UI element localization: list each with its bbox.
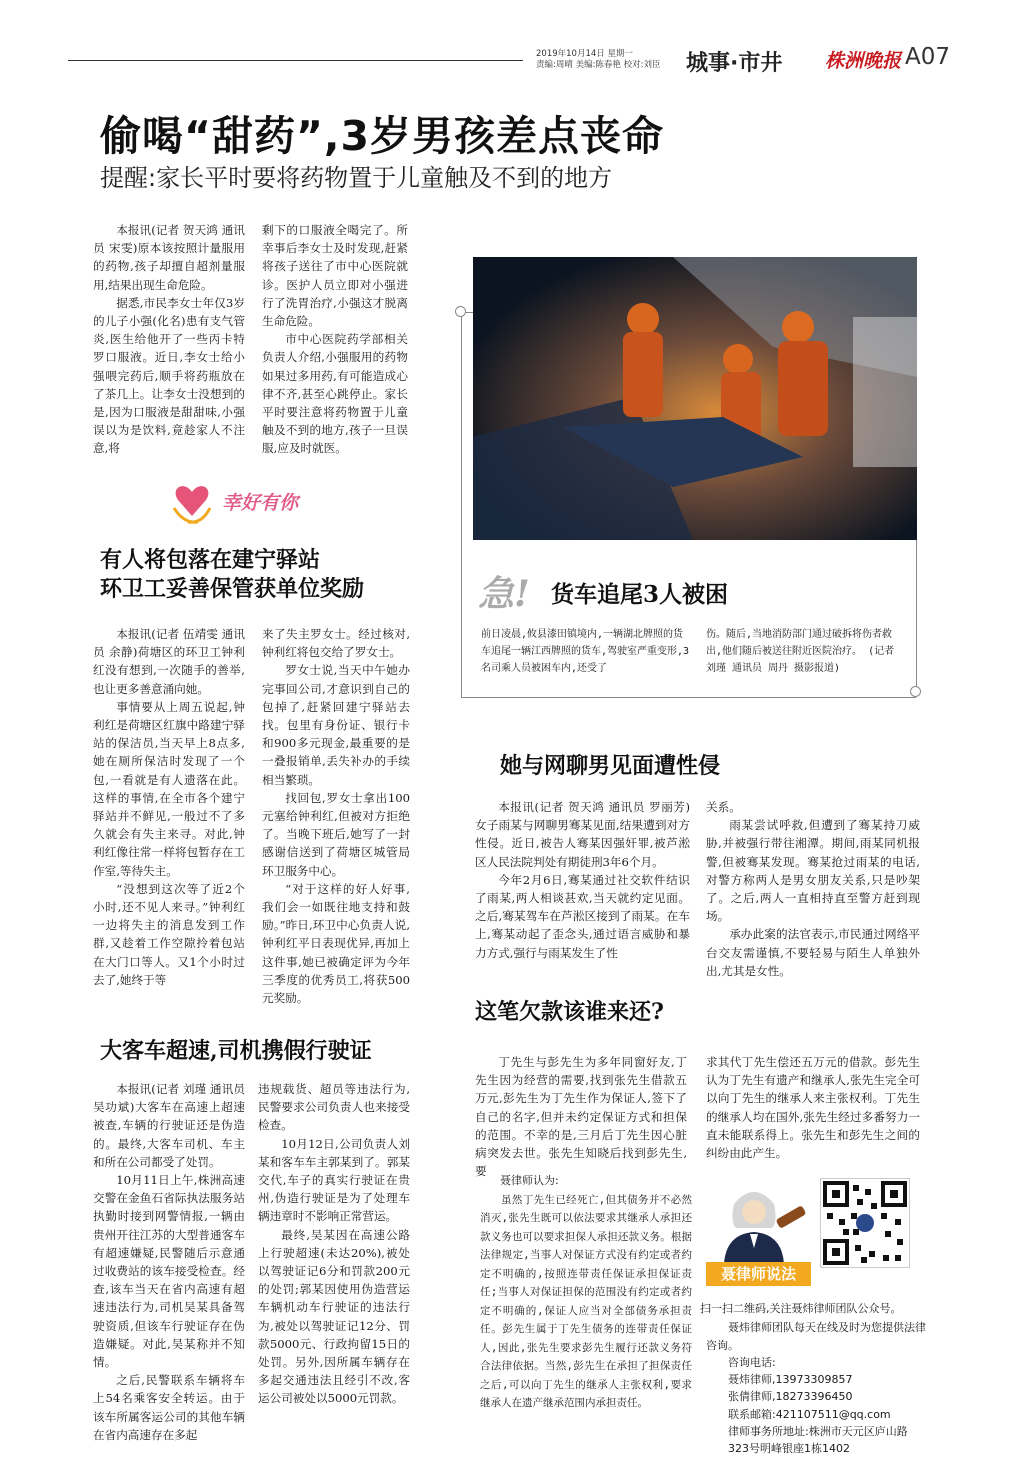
cleaner-col-2 bbox=[262, 625, 410, 1007]
paragraph: 违规载货、超员等违法行为,民警要求公司负责人也来接受检查。 bbox=[258, 1082, 410, 1133]
qr-code-icon[interactable] bbox=[820, 1178, 910, 1268]
paragraph: 丁先生与彭先生为多年同窗好友,丁先生因为经营的需要,找到张先生借款五万元,彭先生为丁先生作为保证人,签下了自己的名字,但并未约定保证方式和担保的范围。不幸的是,三月后丁先生因心脏病突发去世。张先生知晓后找到彭先生,要 bbox=[475, 1055, 687, 1179]
cleaner-headline-2: 环卫工妥善保管获单位奖励 bbox=[100, 576, 365, 602]
main-col-2 bbox=[262, 221, 408, 458]
bus-col-1 bbox=[93, 1080, 245, 1444]
bus-col-2 bbox=[258, 1080, 410, 1408]
paragraph: 10月11日上午,株洲高速交警在金鱼石省际执法服务站执勤时接到网警情报,一辆由贵州开往江苏的大型普通客车有超速嫌疑,民警随后示意通过收费站的该车接受检查。经查,该车当天在省内高速有超速违法行为,司机吴某具备驾驶资质,但该车行驶证存在伪造嫌疑。对此,吴某称并不知情。 bbox=[93, 1173, 245, 1370]
lawyer-intro: 聂炜律师团队每天在线及时为您提供法律咨询。 bbox=[706, 1321, 926, 1352]
badge-text: 幸好有你 bbox=[222, 492, 299, 514]
phone-2: 张倩律师,18273396450 bbox=[728, 1390, 853, 1404]
paragraph: 求其代丁先生偿还五万元的借款。彭先生认为丁先生有遗产和继承人,张先生完全可以向丁先生的继承人来主张权利。丁先生的继承人均在国外,张先生经过多番努力一直未能联系得上。张先生和彭先生之间的纠纷由此产生。 bbox=[706, 1055, 920, 1161]
paragraph: 本报讯(记者 伍靖雯 通讯员 余静)荷塘区的环卫工钟利红没有想到,一次随手的善举,也让更多善意涌向她。 bbox=[93, 627, 245, 696]
opinion-text: 虽然丁先生已经死亡,但其债务并不必然消灭,张先生既可以依法要求其继承人承担还款义务也可以要求担保人承担还款义务。根据法律规定,当事人对保证方式没有约定或者约定不明确的,按照连带责任保证承担保证责任;当事人对保证担保的范围没有约定或者约定不明确的,保证人应当对全部债务承担责任。彭先生属于丁先生债务的连带责任保证人,因此,张先生要求彭先生履行还款义务符合法律依据。当然,彭先生在承担了担保责任之后,可以向丁先生的继承人主张权利,要求继承人在遗产继承范围内承担责任。 bbox=[480, 1193, 692, 1409]
paragraph: “没想到这次等了近2个小时,还不见人来寻。”钟利红一边将失主的消息发到工作群,又趁着工作空隙拎着包站在大门口等人。又1个小时过去了,她终于等 bbox=[93, 881, 245, 987]
paragraph: 据悉,市民李女士年仅3岁的儿子小强(化名)患有支气管炎,医生给他开了一些丙卡特罗口服液。近日,李女士给小强喂完药后,顺手将药瓶放在了茶几上。让李女士没想到的是,因为口服液是甜甜味,小强误以为是饮料,竟趁家人不注意,将 bbox=[93, 295, 245, 456]
truck-caption-right bbox=[706, 626, 906, 677]
debt-col-1 bbox=[475, 1053, 687, 1180]
urgent-mark: 急! bbox=[478, 573, 530, 615]
debt-headline: 这笔欠款该谁来还? bbox=[475, 999, 664, 1025]
header-rule bbox=[68, 60, 523, 61]
paragraph: 承办此案的法官表示,市民通过网络平台交友需谨慎,不要轻易与陌生人单独外出,尤其是女性。 bbox=[706, 927, 920, 978]
main-col-1 bbox=[93, 221, 245, 458]
paragraph: 剩下的口服液全喝完了。所幸事后李女士及时发现,赶紧将孩子送往了市中心医院就诊。医护人员立即对小强进行了洗胃治疗,小强这才脱离生命危险。 bbox=[262, 223, 408, 329]
gavel-icon bbox=[776, 1205, 807, 1229]
paragraph: 罗女士说,当天中午她办完事回公司,才意识到自己的包掉了,赶紧回建宁驿站去找。包里有身份证、银行卡和900多元现金,最重要的是一叠报销单,丢失补办的手续相当繁琐。 bbox=[262, 663, 410, 787]
lawyer-banner: 聂律师说法 bbox=[706, 1262, 811, 1286]
section-name: 城事·市井 bbox=[686, 51, 783, 76]
paragraph: 市中心医院药学部相关负责人介绍,小强服用的药物如果过多用药,有可能造成心律不齐,甚至心跳停止。家长平时要注意将药物置于儿童触及不到的地方,孩子一旦误服,应及时就医。 bbox=[262, 332, 408, 456]
paragraph: 找回包,罗女士拿出100元塞给钟利红,但被对方拒绝了。当晚下班后,她写了一封感谢信送到了荷塘区城管局环卫服务中心。 bbox=[262, 790, 410, 878]
net-headline: 她与网聊男见面遭性侵 bbox=[500, 753, 721, 779]
net-col-2 bbox=[706, 798, 920, 980]
newspaper-logo: 株洲晚报 bbox=[825, 50, 902, 72]
paragraph: 雨某尝试呼救,但遭到了骞某持刀威胁,并被强行带往湘潭。期间,雨某同机报警,但被骞某发现。骞某抢过雨某的电话,对警方称两人是男女朋友关系,只是吵架了。之后,两人一直相持直至警方赶到现场。 bbox=[706, 818, 920, 924]
good-deed-badge bbox=[170, 478, 330, 528]
main-headline: 偷喝“甜药”,3岁男孩差点丧命 bbox=[100, 112, 664, 160]
office-address: 律师事务所地址:株洲市天元区庐山路323号明峰银座1栋1402 bbox=[728, 1425, 908, 1456]
debt-col-2 bbox=[706, 1053, 920, 1162]
paragraph: “对于这样的好人好事,我们会一如既往地支持和鼓励。”昨日,环卫中心负责人说,钟利红平日表现优异,再加上这件事,她已被确定评为今年三季度的优秀员工,将获500元奖励。 bbox=[262, 881, 410, 1006]
photo-frame-line bbox=[461, 312, 462, 698]
paragraph: 来了失主罗女士。经过核对,钟利红将包交给了罗女士。 bbox=[262, 627, 410, 660]
page-number: A07 bbox=[905, 44, 951, 70]
cleaner-col-1 bbox=[93, 625, 245, 989]
frame-dot bbox=[455, 306, 466, 317]
lawyer-info bbox=[700, 1300, 926, 1458]
photo-frame-line bbox=[916, 540, 917, 688]
truck-caption-left: 前日凌晨,攸县漆田镇境内,一辆湖北牌照的货车追尾一辆江西牌照的货车,驾驶室严重变形,3名司乘人员被困车内,还受了 bbox=[481, 629, 690, 674]
photo-credit: (记者 刘瑾 通讯员 周丹 摄影报道) bbox=[706, 646, 895, 674]
phone-label: 咨询电话: bbox=[728, 1355, 776, 1369]
paragraph: 关系。 bbox=[706, 800, 741, 814]
bus-headline: 大客车超速,司机携假行驶证 bbox=[100, 1038, 372, 1064]
contact-email: 联系邮箱:421107511@qq.com bbox=[728, 1407, 891, 1421]
phone-1: 聂炜律师,13973309857 bbox=[728, 1373, 853, 1387]
caption-text: 伤。随后,当地消防部门通过破拆将伤者救出,他们随后被送往附近医院治疗。 bbox=[706, 629, 893, 657]
paragraph: 本报讯(记者 刘瑾 通讯员 吴功斌)大客车在高速上超速被查,车辆的行驶证还是伪造的。最终,大客车司机、车主和所在公司都受了处罚。 bbox=[93, 1082, 245, 1169]
header-meta bbox=[536, 49, 661, 71]
paragraph: 本报讯(记者 贺天鸿 通讯员 宋雯)原本该按照计量服用的药物,孩子却擅自超剂量服用,结果出现生命危险。 bbox=[93, 223, 245, 292]
lawyer-opinion bbox=[480, 1172, 692, 1413]
paragraph: 10月12日,公司负责人刘某和客车车主郭某到了。郭某交代,车子的真实行驶证在贵州,伪造行驶证是为了处理车辆违章时不影响正常营运。 bbox=[258, 1136, 410, 1224]
truck-headline: 货车追尾3人被困 bbox=[551, 581, 729, 608]
header-editors: 责编:周晴 美编:陈春艳 校对:刘臣 bbox=[536, 60, 661, 70]
net-col-1 bbox=[475, 798, 690, 962]
rescue-photo bbox=[473, 257, 917, 540]
header-date: 2019年10月14日 星期一 bbox=[536, 49, 633, 59]
paragraph: 最终,吴某因在高速公路上行驶超速(未达20%),被处以驾驶证记6分和罚款200元的处罚;郭某因使用伪造营运车辆机动车行驶证的违法行为,被处以驾驶证记12分、罚款5000元、行政拘留15日的处罚。另外,因所属车辆存在多起交通违法且经引不改,客运公司被处以5000元罚款。 bbox=[258, 1227, 410, 1406]
qr-caption: 扫一扫二维码,关注聂炜律师团队公众号。 bbox=[700, 1302, 902, 1315]
paragraph: 事情要从上周五说起,钟利红是荷塘区红旗中路建宁驿站的保洁员,当天早上8点多,她在厕所保洁时发现了一个包,一看就是有人遗落在此。这样的事情,在全市各个建宁驿站并不鲜见,一般过不了多久就会有失主来寻。对此,钟利红像往常一样将包暂存在工作室,等待失主。 bbox=[93, 699, 245, 878]
paragraph: 之后,民警联系车辆将车上54名乘客安全转运。由于该车所属客运公司的其他车辆在省内高速存在多起 bbox=[93, 1373, 245, 1442]
photo-frame-line bbox=[461, 697, 916, 698]
main-subheadline: 提醒:家长平时要将药物置于儿童触及不到的地方 bbox=[100, 164, 613, 192]
cleaner-headline-1: 有人将包落在建宁驿站 bbox=[100, 547, 321, 573]
opinion-title: 聂律师认为: bbox=[500, 1174, 559, 1187]
frame-dot bbox=[910, 686, 921, 697]
paragraph: 今年2月6日,骞某通过社交软件结识了雨某,两人相谈甚欢,当天就约定见面。之后,骞某驾车在芦淞区接到了雨某。在车上,骞某动起了歪念头,通过语言威胁和暴力方式,强行与雨某发生了性 bbox=[475, 872, 690, 960]
paragraph: 本报讯(记者 贺天鸿 通讯员 罗丽芳)女子雨某与网聊男骞某见面,结果遭到对方性侵。近日,被告人骞某因强奸罪,被芦淞区人民法院判处有期徒刑3年6个月。 bbox=[475, 800, 690, 869]
